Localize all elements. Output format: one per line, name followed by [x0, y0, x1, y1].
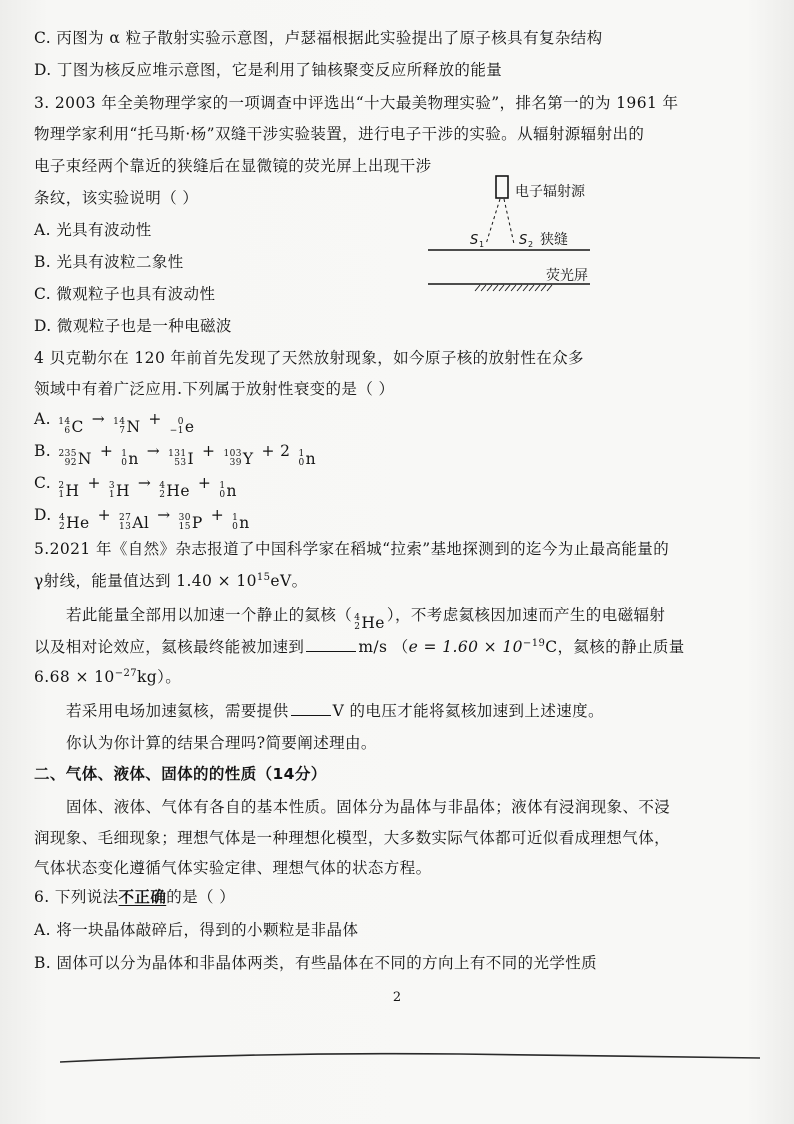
nuclide-z: 0: [298, 458, 305, 468]
source-label: 电子辐射源: [515, 184, 585, 200]
nuclear-equation-c: [56, 474, 238, 500]
nuclide-symbol: n: [239, 514, 250, 532]
nuclide-z: 1: [58, 490, 65, 500]
nuclide-z: 1: [108, 490, 115, 500]
nuclide: [170, 417, 195, 437]
q5-energy-text: γ射线，能量值达到 1.40 × 10: [34, 572, 257, 590]
q3-option-c: C. 微观粒子也具有波动性: [34, 285, 216, 303]
nuclide: [223, 449, 253, 469]
nuclide-mass: 4: [58, 513, 66, 523]
s2-subscript: 2: [528, 240, 534, 249]
q3-text-line1: 3. 2003 年全美物理学家的一项调查中评选出“十大最美物理实验”，排名第一的为 1961 年: [34, 94, 679, 112]
q4-text-line2: 领域中有着广泛应用.下列属于放射性衰变的是（ ）: [34, 380, 395, 398]
q3-option-d: D. 微观粒子也是一种电磁波: [34, 317, 232, 335]
option-label: D.: [34, 506, 52, 524]
q5-text-part: 以及相对论效应，氦核最终能被加速到: [34, 638, 305, 656]
q5-energy-exponent: 15: [256, 571, 271, 583]
s1-subscript: 1: [479, 240, 485, 249]
equation-operator: →: [91, 410, 106, 428]
nuclide-mass: 2: [58, 481, 65, 491]
section2-paragraph-line2: 润现象、毛细现象；理想气体是一种理想化模型，大多数实际气体都可近似看成理想气体，: [34, 829, 671, 847]
nuclide-symbol: He: [166, 482, 190, 500]
q5-text-line3: [66, 605, 665, 633]
section2-title: 二、气体、液体、固体的的性质（14分）: [34, 765, 327, 783]
section2-paragraph-line3: 气体状态变化遵循气体实验定律、理想气体的状态方程。: [34, 859, 432, 877]
q5-mass-exponent: −27: [114, 667, 137, 679]
q5-text-part: 若此能量全部用以加速一个静止的氦核（: [66, 606, 353, 624]
nuclide-symbol: n: [305, 450, 316, 468]
nuclide-symbol: P: [191, 514, 203, 532]
double-slit-diagram: [420, 172, 600, 296]
screen-label: 荧光屏: [546, 268, 588, 284]
nuclide: [298, 449, 316, 469]
nuclide-mass: 1: [121, 449, 128, 459]
q5-text-line2: [34, 571, 307, 591]
answer-blank-voltage[interactable]: [291, 701, 331, 716]
nuclide-symbol: e: [184, 418, 195, 436]
nuclide: [232, 513, 250, 533]
q5-energy-unit: eV。: [270, 572, 308, 590]
nuclide: [119, 513, 149, 533]
nuclide-symbol: C: [71, 418, 84, 436]
q4-option-d: [34, 505, 252, 533]
equation-operator: →: [137, 474, 152, 492]
nuclide-symbol: He: [66, 514, 90, 532]
q5-speed-unit: m/s （: [358, 638, 409, 656]
equation-operator: +: [202, 442, 216, 460]
equation-operator: +: [99, 442, 114, 460]
slit-label: 狭缝: [540, 232, 568, 248]
q2-option-d: D. 丁图为核反应堆示意图，它是利用了铀核聚变反应所释放的能量: [34, 61, 503, 79]
s1-label: S: [470, 233, 479, 248]
nuclide: [168, 449, 194, 469]
screen-hatching: [475, 285, 552, 291]
nuclide-z: 7: [119, 426, 126, 436]
q4-text-line1: 4 贝克勒尔在 120 年前首先发现了天然放射现象，如今原子核的放射性在众多: [34, 349, 584, 367]
nuclide-z: 2: [58, 522, 66, 532]
nuclide-mass: 235: [58, 449, 77, 459]
q5-mass-value: 6.68 × 10: [34, 668, 115, 686]
nuclide-mass: 4: [159, 481, 166, 491]
q6-text: [34, 887, 235, 907]
nuclide: [59, 513, 90, 533]
nuclide-z: 0: [121, 458, 128, 468]
nuclide-z: 15: [178, 522, 191, 532]
equation-operator: →: [157, 506, 171, 524]
q5-text-line1: 5.2021 年《自然》杂志报道了中国科学家在稻城“拉索”基地探测到的迄今为止最高能量的: [34, 540, 670, 558]
q6-text-part: 的是（ ）: [166, 888, 236, 906]
nuclide-mass: 0: [177, 417, 184, 427]
nuclide: [121, 449, 139, 469]
option-label: A.: [34, 410, 51, 428]
section2-paragraph-line1: 固体、液体、气体有各自的基本性质。固体分为晶体与非晶体；液体有浸润现象、不浸: [66, 798, 671, 816]
nuclide: [159, 481, 190, 501]
nuclide-mass: 4: [354, 613, 361, 623]
nuclide: [58, 417, 84, 437]
equation-operator: +: [197, 474, 212, 492]
nuclide-z: 39: [229, 458, 242, 468]
nuclide-mass: 14: [113, 417, 126, 427]
nuclide-symbol: n: [128, 450, 139, 468]
equation-operator: +: [97, 506, 111, 524]
q5-text-part: V 的电压才能将氦核加速到上述速度。: [332, 702, 604, 720]
nuclide-mass: 27: [118, 513, 132, 523]
nuclear-equation-d: [57, 506, 252, 532]
nuclide-mass: 14: [58, 417, 71, 427]
q4-option-c: [34, 473, 239, 501]
nuclide-mass: 1: [298, 449, 305, 459]
answer-blank-speed[interactable]: [306, 637, 356, 652]
q4-option-b: [34, 441, 318, 469]
equation-operator: →: [146, 442, 161, 460]
electron-source-icon: [496, 176, 508, 198]
nuclide-symbol: n: [226, 482, 237, 500]
q6-text-part: 6. 下列说法: [34, 888, 119, 906]
q6-option-a: A. 将一块晶体敲碎后，得到的小颗粒是非晶体: [34, 921, 359, 939]
nuclide: [58, 449, 91, 469]
q5-text-line7: 你认为你计算的结果合理吗?简要阐述理由。: [66, 734, 377, 752]
nuclide-mass: 30: [178, 513, 191, 523]
nuclide-z: −1: [169, 426, 184, 436]
q2-option-c: C. 丙图为 α 粒子散射实验示意图，卢瑟福根据此实验提出了原子核具有复杂结构: [34, 29, 603, 47]
nuclide-z: 2: [354, 622, 361, 632]
nuclide-symbol: Y: [242, 450, 254, 468]
equation-operator: +: [87, 474, 101, 492]
q3-text-line2: 物理学家利用“托马斯·杨”双缝干涉实验装置，进行电子干涉的实验。从辐射源辐射出的: [34, 125, 645, 143]
nuclide-symbol: N: [126, 418, 141, 436]
nuclide-z: 53: [174, 458, 187, 468]
option-label: C.: [34, 474, 52, 492]
q5-charge-value: e = 1.60 × 10: [408, 638, 523, 656]
nuclide-z: 92: [64, 458, 77, 468]
nuclide-symbol: N: [77, 450, 92, 468]
nuclear-equation-a: [56, 410, 196, 436]
option-label: B.: [34, 442, 52, 460]
q6-option-b: B. 固体可以分为晶体和非晶体两类，有些晶体在不同的方向上有不同的光学性质: [34, 954, 598, 972]
q5-text-line5: [34, 667, 181, 687]
q5-text-part: 若采用电场加速氦核，需要提供: [66, 702, 289, 720]
nuclide-mass: 3: [108, 481, 115, 491]
q5-text-part: ），不考虑氦核因加速而产生的电磁辐射: [386, 606, 666, 624]
nuclide-symbol: H: [115, 482, 130, 500]
q3-option-b: B. 光具有波粒二象性: [34, 253, 184, 271]
nuclide: [113, 417, 140, 437]
nuclide-z: 0: [232, 522, 239, 532]
page-edge-rule: [60, 1050, 760, 1070]
equation-operator: + 2: [261, 442, 291, 460]
nuclide: [109, 481, 130, 501]
nuclear-equation-b: [56, 442, 318, 468]
nuclide: [179, 513, 203, 533]
nuclide-symbol: H: [65, 482, 80, 500]
q6-emphasis: 不正确: [118, 887, 167, 906]
q4-option-a: [34, 409, 196, 437]
s2-label: S: [519, 233, 528, 248]
nuclide-mass: 103: [223, 449, 242, 459]
nuclide-z: 2: [159, 490, 166, 500]
nuclide: [219, 481, 237, 501]
page-number: 2: [392, 990, 402, 1005]
nuclide-z: 6: [64, 426, 71, 436]
nuclide-symbol: I: [187, 450, 195, 468]
equation-operator: +: [148, 410, 162, 428]
q5-text-line4: [34, 637, 685, 657]
q5-charge-exponent: −19: [522, 637, 546, 649]
q5-text-part: C，氦核的静止质量: [545, 638, 685, 656]
q3-option-a: A. 光具有波动性: [34, 221, 152, 239]
nuclide-z: 13: [118, 522, 132, 532]
nuclide: [58, 481, 79, 501]
q5-text-line6: [66, 701, 604, 721]
q3-text-line4: 条纹，该实验说明（ ）: [34, 189, 199, 207]
nuclide-symbol: Al: [132, 514, 150, 532]
helium-nucleus: [354, 613, 385, 633]
q3-text-line3: 电子束经两个靠近的狭缝后在显微镜的荧光屏上出现干涉: [34, 157, 432, 175]
nuclide-mass: 131: [168, 449, 187, 459]
nuclide-symbol: He: [361, 614, 385, 632]
nuclide-z: 0: [219, 490, 226, 500]
nuclide-mass: 1: [232, 513, 239, 523]
q5-mass-unit: kg）。: [137, 668, 182, 686]
nuclide-mass: 1: [219, 481, 226, 491]
equation-operator: +: [210, 506, 225, 524]
